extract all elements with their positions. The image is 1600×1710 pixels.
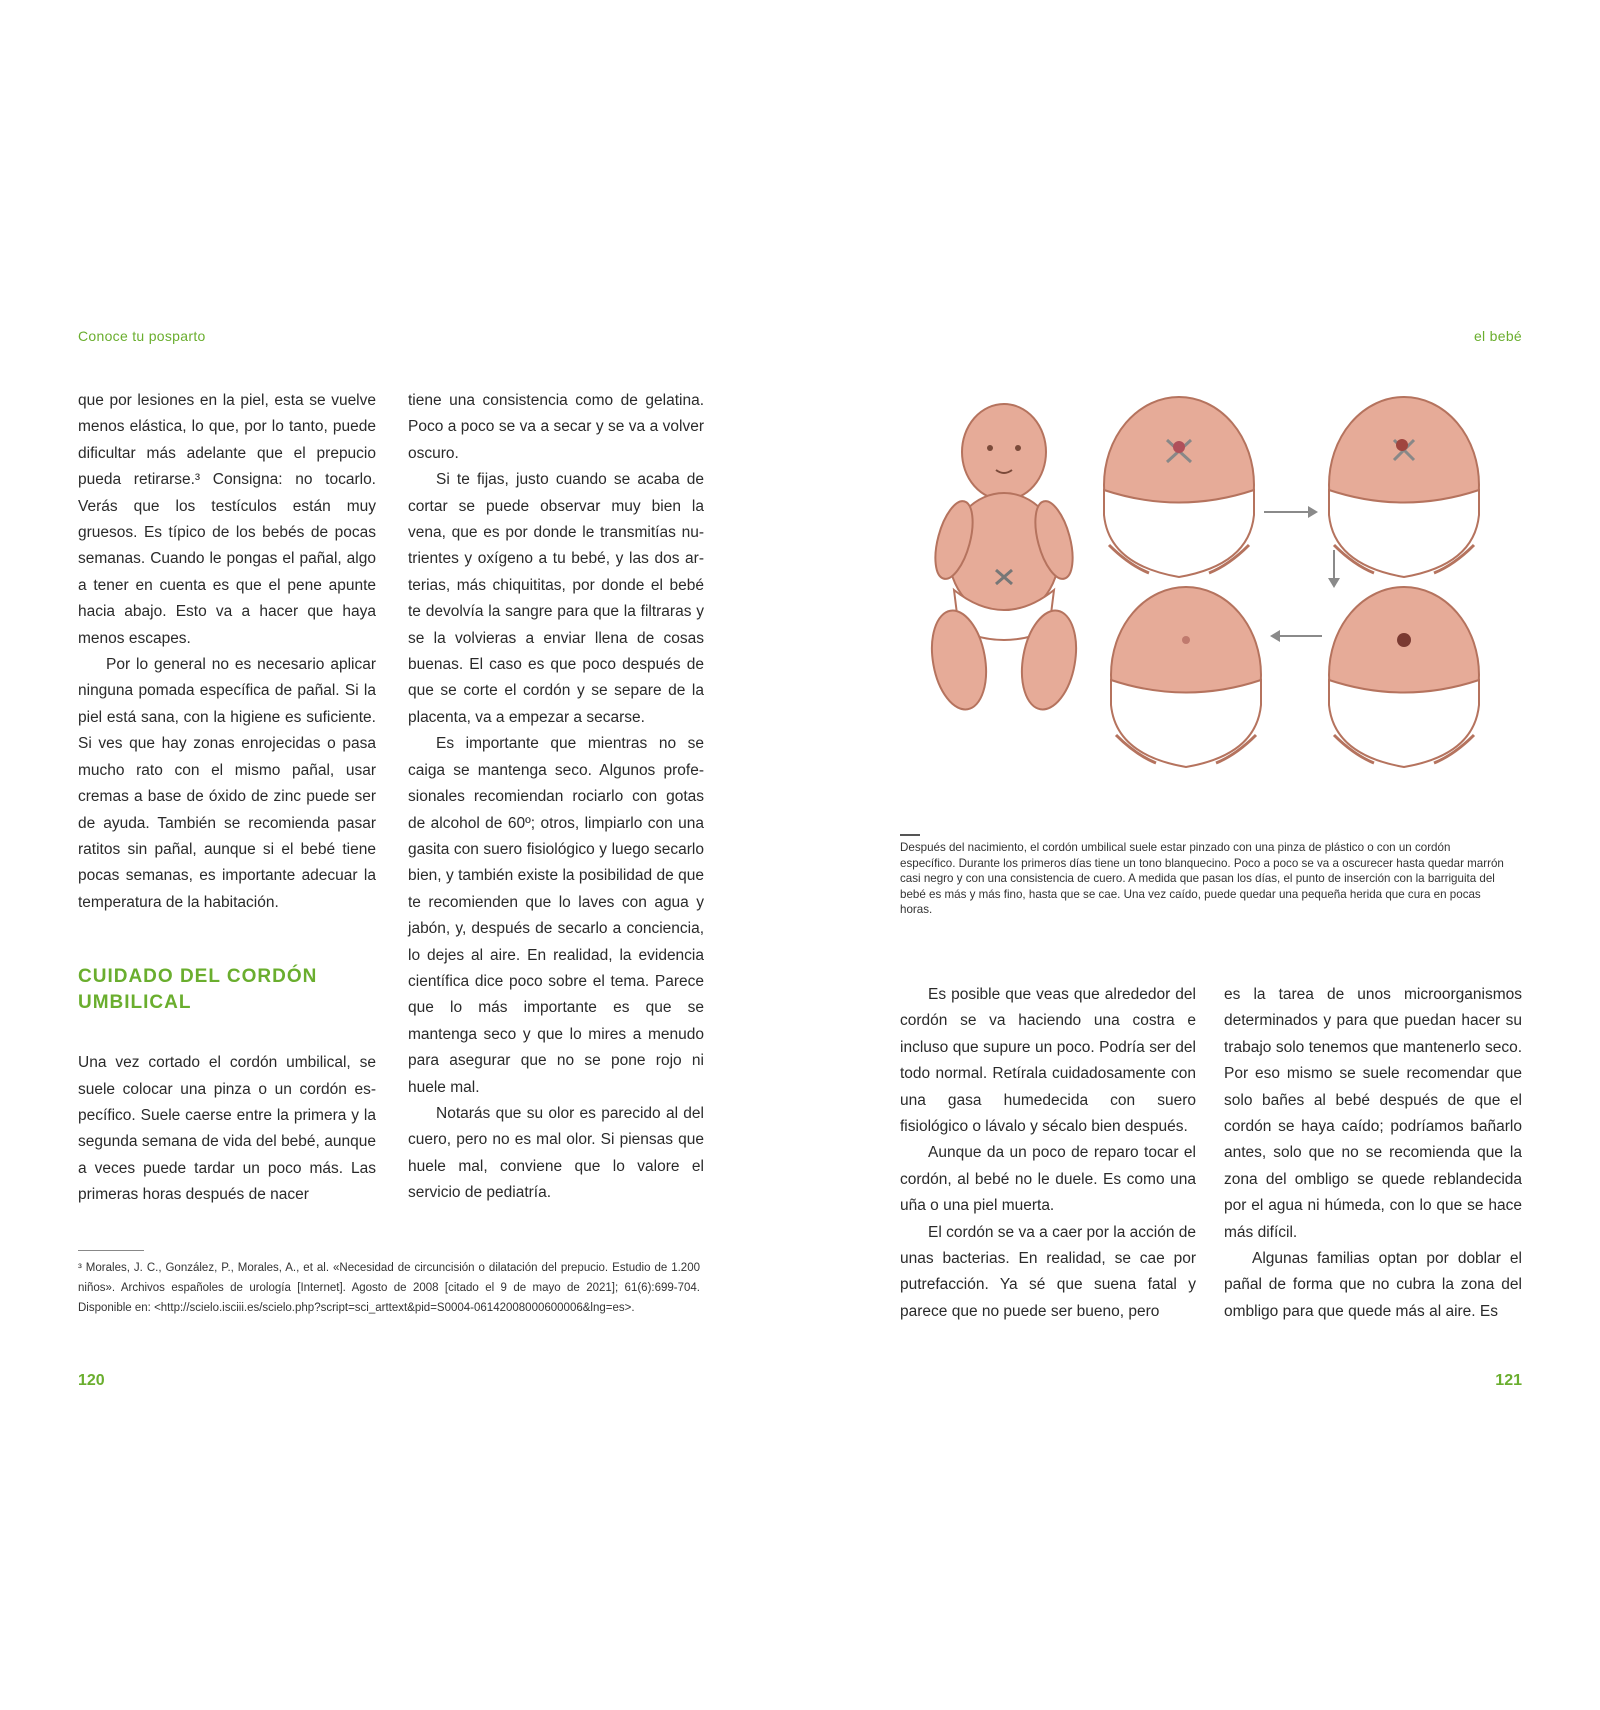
- arrow-down-icon: [1328, 550, 1340, 588]
- paragraph: Es importante que mientras no se caiga se mantenga seco. Algunos profesionales recomiendan rociarlo con gotas de alcohol de 60º; otros, limpiarlo con una gasita con suero fisiológico y luego secarlo bien, y también existe la posibilidad de que te recomienden que lo laves con agua y jabón, y, después de secarlo a conciencia, lo dejes al aire. En realidad, la evidencia científica dice poco sobre el tema. Parece que lo más importante es que se mantenga seco y que lo mires a menudo para asegurar que no se pone rojo ni huele mal.: [408, 735, 704, 1096]
- running-head-right: el bebé: [1473, 328, 1522, 344]
- paragraph: Aunque da un poco de reparo tocar el cordón, al bebé no le duele. Es como una uña o una piel muerta.: [900, 1144, 1196, 1215]
- right-column-2: [1224, 982, 1522, 1325]
- heading-line-2: UMBILICAL: [78, 992, 192, 1014]
- stage-3-belly: [1329, 587, 1479, 767]
- paragraph: Por lo general no es necesario aplicar ninguna pomada específica de pañal. Si la piel está sana, con la higiene es suficiente. Si ves que hay zonas enrojecidas o pasa mucho rato con el mismo pañal, usar cremas a base de óxido de zinc puede ser de ayuda. También se recomienda pasar ratitos sin pañal, aunque si el bebé tiene pocas semanas, es importante adecuar la temperatura de la habitación.: [78, 656, 376, 911]
- paragraph: Una vez cortado el cordón umbilical, se suele colocar una pinza o un cordón específico. Suele caerse entre la primera y la segunda semana de vida del bebé, aunque a veces puede tardar un poco más. Las primeras horas después de nacer: [78, 1054, 376, 1204]
- left-column-2: [408, 388, 704, 1207]
- paragraph: Notarás que su olor es parecido al del cuero, pero no es mal olor. Si piensas que huele mal, conviene que lo valore el servicio de pediatría.: [408, 1104, 704, 1202]
- section-heading: [78, 964, 376, 1016]
- paragraph: Es posible que veas que alrededor del cordón se va haciendo una costra e incluso que supure un poco. Podría ser del todo normal. Retíralа cuidadosamente con una gasa humedecida con suero fisiológico o lávalo y sécalo bien después.: [900, 986, 1196, 1136]
- stage-2-belly: [1329, 397, 1479, 577]
- figure-caption: Después del nacimiento, el cordón umbilical suele estar pinzado con una pinza de plástico o con un cordón específico. Durante los primeros días tiene un tono blanquecino. Poco a poco se va a oscurecer hasta quedar marrón casi negro y con una consistencia de cuero. A medida que pasan los días, el punto de inserción con la barriguita del bebé es más y más fino, hasta que se cae. Una vez caído, puede quedar una pequeña herida que cura en pocas horas.: [900, 841, 1504, 916]
- paragraph: tiene una consistencia como de gelatina. Poco a poco se va a secar y se va a volver oscuro.: [408, 392, 704, 462]
- footnote: ³ Morales, J. C., González, P., Morales, A., et al. «Necesidad de circuncisión o dilatación del prepucio. Estudio de 1.200 niños». Archivos españoles de urología [Internet]. Agosto de 2008 [citado el 9 de mayo de 2021]; 61(6):699-704. Disponible en: <http://scielo.isciii.es/scielo.php?script=sci_arttext&pid=S0004-06142008000600006&lng=es>.: [78, 1262, 700, 1314]
- paragraph: que por lesiones en la piel, esta se vuelve menos elástica, lo que, por lo tanto, puede dificultar más adelante que el prepucio pueda retirarse.³ Consigna: no tocarlo. Verás que los testículos están muy gruesos. Es típico de los bebés de pocas semanas. Cuando le pongas el pañal, algo a tener en cuenta es que el pene apunte hacia abajo. Esto va a hacer que haya menos escapes.: [78, 392, 376, 647]
- left-column-1: [78, 388, 376, 1209]
- baby-figure: [925, 404, 1084, 714]
- arrow-right-icon: [1264, 506, 1318, 518]
- paragraph: Si te fijas, justo cuando se acaba de cortar se puede observar muy bien la vena, que es por donde le transmitías nutrientes y oxígeno a tu bebé, y las dos arterias, más chiquititas, por donde el bebé te devolvía la sangre para que la filtraras y se la volvieras a enviar llena de cosas buenas. El caso es que poco después de que se corte el cordón y se separe de la placenta, va a empezar a secarse.: [408, 471, 704, 726]
- stage-4-belly: [1111, 587, 1261, 767]
- running-head-left: Conoce tu posparto: [78, 328, 206, 344]
- footnote-divider: [78, 1250, 144, 1251]
- paragraph: El cordón se va a caer por la acción de unas bacterias. En realidad, se cae por putrefacción. Ya sé que suena fatal y parece que no puede ser bueno, pero: [900, 1223, 1196, 1320]
- paragraph: es la tarea de unos microorganismos determinados y para que puedan hacer su trabajo solo tenemos que mantenerlo seco. Por eso mismo se suele recomendar que solo bañes al bebé después de que el cordón se haya caído; podríamos bañarlo antes, solo que no se recomienda que la zona del ombligo se quede reblandecida por el agua ni húmeda, con lo que se hace más difícil.: [1224, 986, 1522, 1241]
- right-column-1: [900, 982, 1196, 1325]
- umbilical-cord-illustration: [924, 390, 1524, 820]
- stage-1-belly: [1104, 397, 1254, 577]
- paragraph: Algunas familias optan por doblar el pañal de forma que no cubra la zona del ombligo para que quede más al aire. Es: [1224, 1250, 1522, 1320]
- page-number-left: 120: [78, 1372, 105, 1389]
- page-number-right: 121: [1495, 1372, 1522, 1389]
- arrow-left-icon: [1270, 630, 1322, 642]
- heading-line-1: CUIDADO DEL CORDÓN: [78, 966, 318, 988]
- caption-rule: [900, 834, 920, 836]
